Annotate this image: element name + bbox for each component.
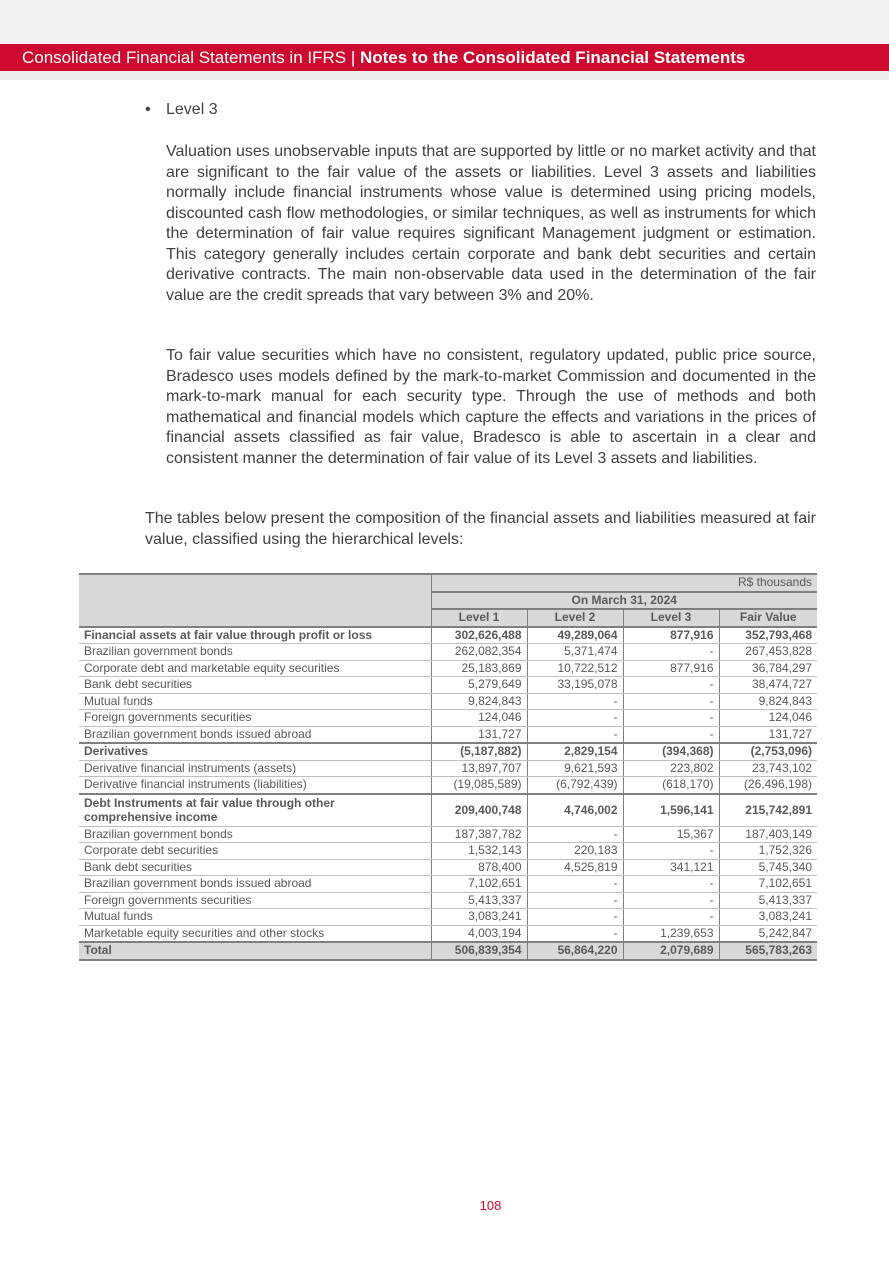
cell-value: 2,829,154 bbox=[527, 743, 623, 760]
table-row bbox=[79, 677, 817, 694]
table-row bbox=[79, 925, 817, 942]
header-divider bbox=[0, 71, 889, 80]
cell-value: 36,784,297 bbox=[719, 660, 817, 677]
row-label: Marketable equity securities and other stocks bbox=[79, 925, 431, 942]
cell-value: 187,387,782 bbox=[431, 826, 527, 843]
table-row bbox=[79, 859, 817, 876]
header-title-regular: Consolidated Financial Statements in IFRS | bbox=[22, 48, 360, 67]
cell-value: - bbox=[623, 843, 719, 860]
header-title bbox=[22, 44, 745, 71]
fair-value-methodology-paragraph: To fair value securities which have no consistent, regulatory updated, public price source, Bradesco uses models defined by the mark-to-market Commission and documented in the mark-to-mark manual for each security type. Through the use of methods and both mathematical and financial models which capture the effects and variations in the prices of financial assets classified as fair value, Bradesco is able to ascertain in a clear and consistent manner the determination of fair value of its Level 3 assets and liabilities. bbox=[166, 347, 816, 467]
cell-value: - bbox=[623, 693, 719, 710]
cell-value: - bbox=[527, 925, 623, 942]
cell-value: 187,403,149 bbox=[719, 826, 817, 843]
row-label: Mutual funds bbox=[79, 693, 431, 710]
cell-value: 4,525,819 bbox=[527, 859, 623, 876]
table-row bbox=[79, 942, 817, 960]
cell-value: 341,121 bbox=[623, 859, 719, 876]
table-row bbox=[79, 794, 817, 827]
fair-value-hierarchy-table bbox=[79, 573, 817, 961]
table-stub-header bbox=[79, 574, 431, 627]
table-row bbox=[79, 693, 817, 710]
cell-value: (5,187,882) bbox=[431, 743, 527, 760]
cell-value: 25,183,869 bbox=[431, 660, 527, 677]
row-label: Corporate debt and marketable equity securities bbox=[79, 660, 431, 677]
row-label: Mutual funds bbox=[79, 909, 431, 926]
cell-value: 878,400 bbox=[431, 859, 527, 876]
table-row bbox=[79, 710, 817, 727]
cell-value: 9,824,843 bbox=[431, 693, 527, 710]
cell-value: 4,003,194 bbox=[431, 925, 527, 942]
table-row bbox=[79, 909, 817, 926]
cell-value: 877,916 bbox=[623, 627, 719, 644]
cell-value: 56,864,220 bbox=[527, 942, 623, 960]
cell-value: (618,170) bbox=[623, 777, 719, 794]
row-label: Foreign governments securities bbox=[79, 892, 431, 909]
column-header-level-1: Level 1 bbox=[431, 609, 527, 627]
page-number: 108 bbox=[479, 1198, 502, 1213]
top-margin bbox=[0, 0, 889, 44]
column-header-fair-value: Fair Value bbox=[719, 609, 817, 627]
cell-value: 262,082,354 bbox=[431, 644, 527, 661]
table-row bbox=[79, 876, 817, 893]
cell-value: - bbox=[527, 876, 623, 893]
cell-value: 302,626,488 bbox=[431, 627, 527, 644]
cell-value: 7,102,651 bbox=[431, 876, 527, 893]
cell-value: - bbox=[623, 892, 719, 909]
table-row bbox=[79, 760, 817, 777]
cell-value: 506,839,354 bbox=[431, 942, 527, 960]
cell-value: 267,453,828 bbox=[719, 644, 817, 661]
cell-value: 49,289,064 bbox=[527, 627, 623, 644]
cell-value: - bbox=[623, 876, 719, 893]
cell-value: - bbox=[527, 693, 623, 710]
cell-value: 5,242,847 bbox=[719, 925, 817, 942]
cell-value: - bbox=[623, 710, 719, 727]
cell-value: 5,745,340 bbox=[719, 859, 817, 876]
table-row bbox=[79, 743, 817, 760]
cell-value: 10,722,512 bbox=[527, 660, 623, 677]
column-header-level-3: Level 3 bbox=[623, 609, 719, 627]
cell-value: 352,793,468 bbox=[719, 627, 817, 644]
row-label: Brazilian government bonds bbox=[79, 826, 431, 843]
cell-value: 38,474,727 bbox=[719, 677, 817, 694]
tables-intro-paragraph: The tables below present the composition of the financial assets and liabilities measured at fair value, classified using the hierarchical levels: bbox=[145, 510, 816, 548]
row-label: Brazilian government bonds bbox=[79, 644, 431, 661]
cell-value: 3,083,241 bbox=[719, 909, 817, 926]
cell-value: 1,752,326 bbox=[719, 843, 817, 860]
cell-value: 209,400,748 bbox=[431, 794, 527, 827]
cell-value: (26,496,198) bbox=[719, 777, 817, 794]
cell-value: 23,743,102 bbox=[719, 760, 817, 777]
cell-value: 4,746,002 bbox=[527, 794, 623, 827]
column-header-level-2: Level 2 bbox=[527, 609, 623, 627]
cell-value: - bbox=[623, 644, 719, 661]
cell-value: 33,195,078 bbox=[527, 677, 623, 694]
cell-value: 131,727 bbox=[431, 726, 527, 743]
cell-value: 15,367 bbox=[623, 826, 719, 843]
cell-value: 877,916 bbox=[623, 660, 719, 677]
table-row bbox=[79, 627, 817, 644]
table-period: On March 31, 2024 bbox=[431, 592, 817, 610]
row-label: Foreign governments securities bbox=[79, 710, 431, 727]
row-label: Derivative financial instruments (liabilities) bbox=[79, 777, 431, 794]
row-label: Debt Instruments at fair value through other comprehensive income bbox=[79, 794, 431, 827]
cell-value: 9,824,843 bbox=[719, 693, 817, 710]
row-label: Brazilian government bonds issued abroad bbox=[79, 726, 431, 743]
table-row bbox=[79, 892, 817, 909]
table-row bbox=[79, 826, 817, 843]
cell-value: 9,621,593 bbox=[527, 760, 623, 777]
cell-value: - bbox=[527, 726, 623, 743]
cell-value: 13,897,707 bbox=[431, 760, 527, 777]
table-row bbox=[79, 777, 817, 794]
cell-value: (6,792,439) bbox=[527, 777, 623, 794]
cell-value: 1,596,141 bbox=[623, 794, 719, 827]
cell-value: - bbox=[623, 677, 719, 694]
cell-value: - bbox=[527, 710, 623, 727]
level-3-description-paragraph: Valuation uses unobservable inputs that are supported by little or no market activity and that are significant to the fair value of the assets or liabilities. Level 3 assets and liabilities normally include financial instruments whose value is determined using pricing models, discounted cash flow methodologies, or similar techniques, as well as instruments for which the determination of fair value requires significant Management judgment or estimation. This category generally includes certain corporate and bank debt securities and certain derivative contracts. The main non-observable data used in the determination of the fair value are the credit spreads that vary between 3% and 20%. bbox=[166, 143, 816, 304]
cell-value: (19,085,589) bbox=[431, 777, 527, 794]
table-row bbox=[79, 726, 817, 743]
cell-value: 131,727 bbox=[719, 726, 817, 743]
bullet-symbol: • bbox=[145, 101, 151, 118]
cell-value: - bbox=[527, 892, 623, 909]
section-header-banner bbox=[0, 44, 889, 71]
row-label: Derivative financial instruments (assets) bbox=[79, 760, 431, 777]
cell-value: 223,802 bbox=[623, 760, 719, 777]
cell-value: (2,753,096) bbox=[719, 743, 817, 760]
cell-value: - bbox=[623, 909, 719, 926]
table-unit: R$ thousands bbox=[431, 574, 817, 592]
cell-value: 1,239,653 bbox=[623, 925, 719, 942]
cell-value: 2,079,689 bbox=[623, 942, 719, 960]
row-label: Derivatives bbox=[79, 743, 431, 760]
cell-value: 3,083,241 bbox=[431, 909, 527, 926]
bullet-label: Level 3 bbox=[166, 101, 218, 118]
cell-value: 124,046 bbox=[431, 710, 527, 727]
header-title-bold: Notes to the Consolidated Financial Statements bbox=[359, 48, 746, 67]
table-row bbox=[79, 644, 817, 661]
cell-value: - bbox=[527, 909, 623, 926]
cell-value: 215,742,891 bbox=[719, 794, 817, 827]
cell-value: - bbox=[527, 826, 623, 843]
cell-value: 124,046 bbox=[719, 710, 817, 727]
cell-value: 1,532,143 bbox=[431, 843, 527, 860]
cell-value: 5,413,337 bbox=[431, 892, 527, 909]
row-label: Total bbox=[79, 942, 431, 960]
row-label: Financial assets at fair value through profit or loss bbox=[79, 627, 431, 644]
cell-value: - bbox=[623, 726, 719, 743]
row-label: Corporate debt securities bbox=[79, 843, 431, 860]
cell-value: 5,371,474 bbox=[527, 644, 623, 661]
row-label: Brazilian government bonds issued abroad bbox=[79, 876, 431, 893]
table-row bbox=[79, 843, 817, 860]
table-row bbox=[79, 660, 817, 677]
row-label: Bank debt securities bbox=[79, 859, 431, 876]
cell-value: 565,783,263 bbox=[719, 942, 817, 960]
cell-value: 5,413,337 bbox=[719, 892, 817, 909]
row-label: Bank debt securities bbox=[79, 677, 431, 694]
cell-value: 5,279,649 bbox=[431, 677, 527, 694]
cell-value: (394,368) bbox=[623, 743, 719, 760]
cell-value: 220,183 bbox=[527, 843, 623, 860]
cell-value: 7,102,651 bbox=[719, 876, 817, 893]
